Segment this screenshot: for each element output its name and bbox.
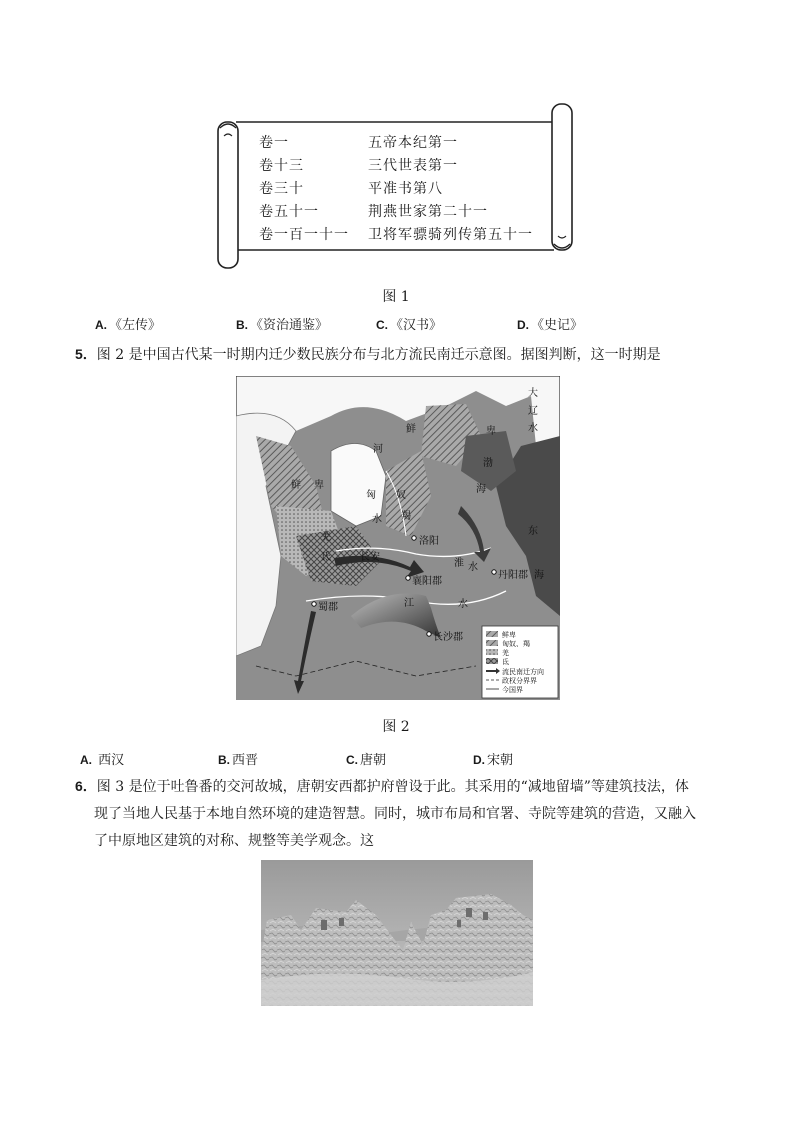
map-label: 匈 bbox=[366, 490, 376, 501]
q4-option-b[interactable] bbox=[236, 314, 328, 333]
map-label: 海 bbox=[476, 484, 486, 495]
jiaohe-ruins-photo bbox=[261, 860, 533, 1006]
legend-item: 匈奴、羯 bbox=[502, 640, 530, 648]
q4-option-d[interactable] bbox=[517, 314, 583, 333]
map-label: 襄阳郡 bbox=[412, 576, 442, 587]
legend-item: 流民南迁方向 bbox=[502, 668, 544, 676]
option-text: 《史记》 bbox=[531, 318, 584, 333]
map-label: 江 bbox=[404, 598, 414, 609]
figure-1-caption: 图 1 bbox=[382, 289, 410, 305]
question-text: 图 2 是中国古代某一时期内迁少数民族分布与北方流民南迁示意图。据图判断，这一时期是 bbox=[96, 347, 661, 363]
q4-option-c[interactable] bbox=[376, 314, 442, 333]
map-label: 奴 bbox=[396, 490, 406, 501]
map-label: 鲜 bbox=[291, 480, 301, 491]
map-label: 卑 bbox=[486, 426, 496, 437]
question-6 bbox=[75, 773, 735, 855]
map-label: 水 bbox=[468, 562, 478, 573]
legend-item: 政权分界界 bbox=[502, 677, 537, 685]
question-6-line-2: 现了当地人民基于本地自然环境的建造智慧。同时，城市布局和官署、寺院等建筑的营造，又融入 bbox=[94, 806, 696, 822]
q5-option-b[interactable] bbox=[218, 749, 258, 768]
option-text: 西汉 bbox=[98, 753, 125, 768]
map-label: 长沙郡 bbox=[433, 632, 463, 643]
map-label: 海 bbox=[534, 570, 544, 581]
scroll-title-1: 五帝本纪第一 bbox=[368, 135, 458, 151]
map-label: 水 bbox=[372, 514, 382, 525]
map-label: 氐 bbox=[321, 552, 331, 563]
legend-item: 氐 bbox=[502, 658, 509, 666]
map-label: 淮 bbox=[454, 558, 464, 569]
q5-option-c[interactable] bbox=[346, 749, 386, 768]
question-number: 6． bbox=[75, 778, 97, 794]
q4-option-a[interactable] bbox=[95, 314, 161, 333]
map-label: 东 bbox=[528, 526, 538, 537]
question-text: 图 3 是位于吐鲁番的交河故城，唐朝安西都护府曾设于此。其采用的“减地留墙”等建筑技法，体 bbox=[96, 779, 689, 795]
q5-option-d[interactable] bbox=[473, 749, 513, 768]
option-text: 《左传》 bbox=[109, 318, 162, 333]
legend-item: 羌 bbox=[502, 649, 509, 657]
map-label: 蜀郡 bbox=[318, 602, 338, 613]
ruins-drawing bbox=[261, 860, 533, 1006]
legend-item: 鲜卑 bbox=[502, 631, 516, 639]
map-label: 辽 bbox=[528, 406, 538, 417]
scroll-title-2: 三代世表第一 bbox=[368, 158, 458, 174]
map-label: 水 bbox=[458, 599, 468, 610]
option-text: 唐朝 bbox=[360, 753, 387, 768]
option-letter: B. bbox=[236, 318, 248, 332]
scroll-volume-2: 卷十三 bbox=[259, 158, 304, 174]
question-number: 5． bbox=[75, 346, 97, 362]
map-label: 渤 bbox=[483, 458, 493, 469]
option-text: 《资治通鉴》 bbox=[250, 318, 329, 333]
option-letter: B. bbox=[218, 753, 230, 767]
q5-option-a[interactable] bbox=[80, 749, 124, 768]
map-label: 鲜 bbox=[406, 424, 416, 435]
scroll-volume-3: 卷三十 bbox=[259, 181, 304, 197]
option-letter: D. bbox=[517, 318, 529, 332]
scroll-volume-5: 卷一百一十一 bbox=[259, 227, 349, 243]
scroll-title-4: 荆燕世家第二十一 bbox=[368, 204, 488, 220]
option-text: 西晋 bbox=[232, 753, 259, 768]
scroll-title-5: 卫将军骠骑列传第五十一 bbox=[368, 227, 533, 243]
migration-map bbox=[236, 376, 560, 700]
map-label: 河 bbox=[373, 444, 383, 455]
map-label: 大 bbox=[528, 388, 538, 399]
map-label: 洛阳 bbox=[419, 536, 439, 547]
option-letter: D. bbox=[473, 753, 485, 767]
scroll-title-3: 平准书第八 bbox=[368, 181, 443, 197]
map-drawing bbox=[236, 376, 560, 700]
map-label: 长安 bbox=[360, 552, 380, 563]
map-label: 水 bbox=[528, 423, 538, 434]
option-text: 宋朝 bbox=[487, 753, 514, 768]
scroll-volume-4: 卷五十一 bbox=[259, 204, 319, 220]
map-label: 羌 bbox=[321, 532, 331, 543]
scroll-volume-1: 卷一 bbox=[259, 135, 289, 151]
question-6-line-1 bbox=[75, 773, 735, 801]
option-letter: C. bbox=[346, 753, 358, 767]
option-text: 《汉书》 bbox=[390, 318, 443, 333]
map-label: 卑 bbox=[314, 480, 324, 491]
figure-2-caption: 图 2 bbox=[382, 719, 410, 735]
option-letter: A. bbox=[80, 753, 92, 767]
option-letter: A. bbox=[95, 318, 107, 332]
scroll-figure bbox=[214, 98, 576, 274]
legend-item: 今国界 bbox=[502, 686, 523, 694]
question-6-line-3: 了中原地区建筑的对称、规整等美学观念。这 bbox=[94, 833, 374, 849]
map-label: 羯 bbox=[401, 511, 411, 522]
question-5 bbox=[75, 341, 715, 369]
map-label: 丹阳郡 bbox=[498, 570, 528, 581]
option-letter: C. bbox=[376, 318, 388, 332]
